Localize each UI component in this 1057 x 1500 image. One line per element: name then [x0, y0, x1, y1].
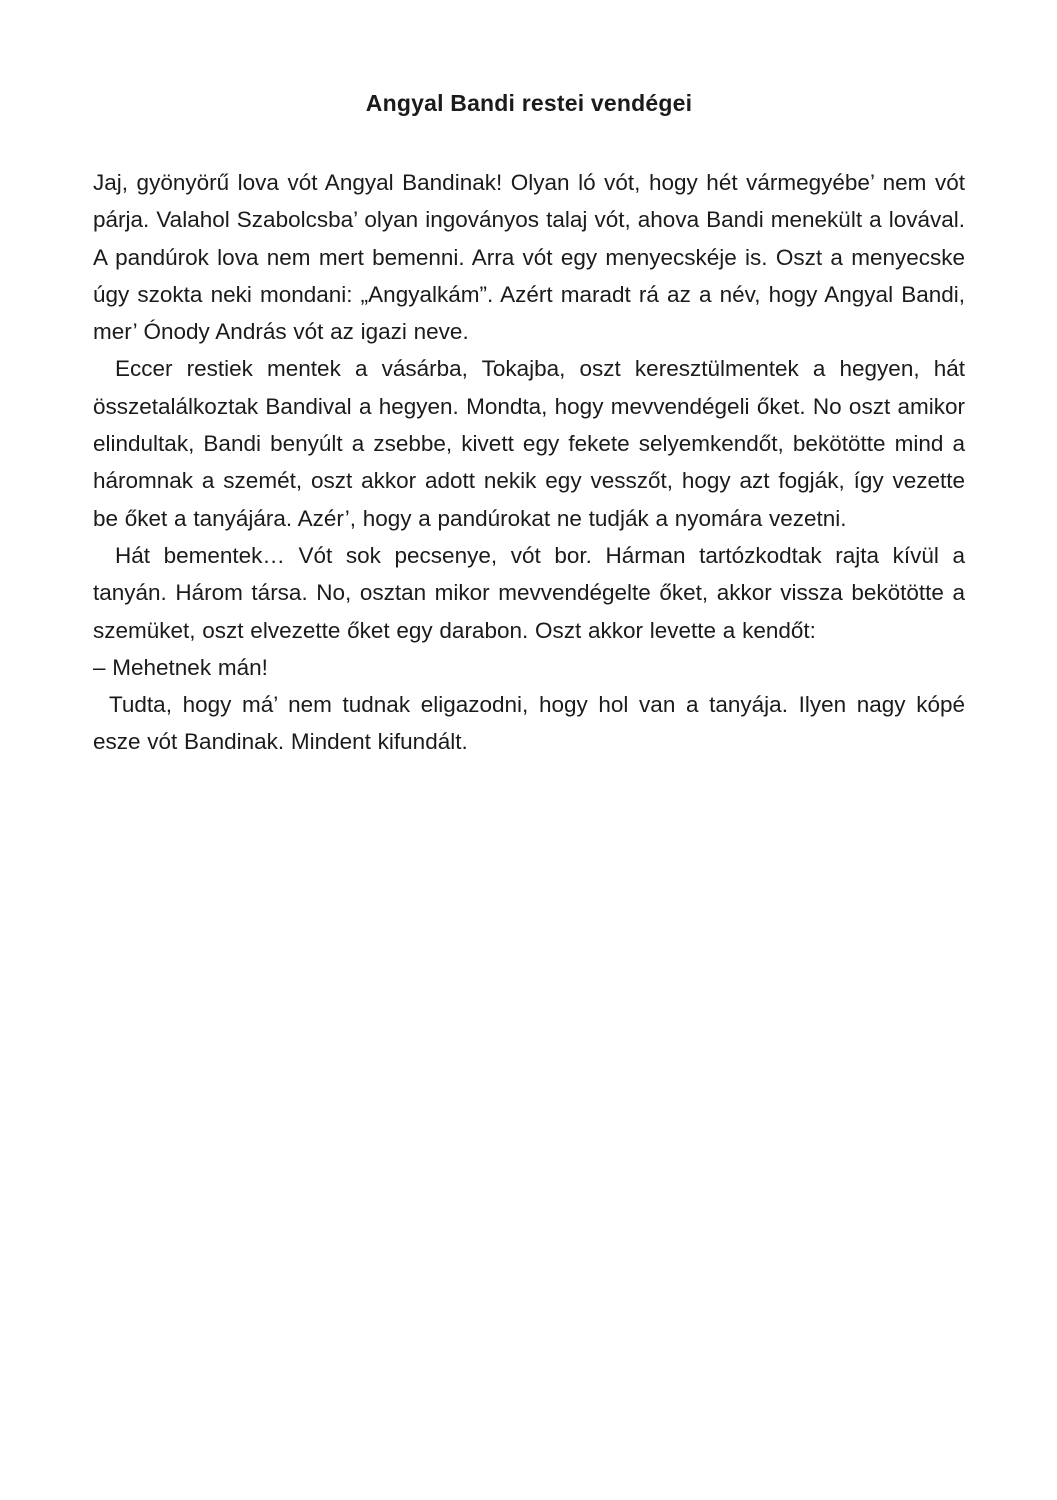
paragraph-conclusion: Tudta, hogy má’ nem tudnak eligazodni, hogy hol van a tanyája. Ilyen nagy kópé esze vót Bandinak. Mindent kifundált. [93, 692, 965, 755]
paragraph-feast: Hát bementek… Vót sok pecsenye, vót bor. Hárman tartózkodtak rajta kívül a tanyán. Három társa. No, osztan mikor mevvendégelte őket, akkor vissza bekötötte a szemüket, oszt elvezette őket egy darabon. Oszt akkor levette a kendőt: [93, 542, 965, 643]
paragraph-intro: Jaj, gyönyörű lova vót Angyal Bandinak! Olyan ló vót, hogy hét vármegyébe’ nem vót párja. Valahol Szabolcsba’ olyan ingoványos talaj vót, ahova Bandi menekült a lovával. A pandúrok lova nem mert bemenni. Arra vót egy menyecskéje is. Oszt a menyecske úgy szokta neki mondani: „Angyalkám”. Azért maradt rá az a név, hogy Angyal Bandi, mer’ Ónody András vót az igazi neve. [93, 170, 965, 345]
document-body [93, 164, 965, 761]
document-title: Angyal Bandi restei vendégei [365, 90, 693, 116]
paragraph-market-story: Eccer restiek mentek a vásárba, Tokajba, oszt keresztülmentek a hegyen, hát összetalálkoztak Bandival a hegyen. Mondta, hogy mevvendégeli őket. No oszt amikor elindultak, Bandi benyúlt a zsebbe, kivett egy fekete selyemkendőt, bekötötte mind a háromnak a szemét, oszt akkor adott nekik egy vesszőt, hogy azt fogják, így vezette be őket a tanyájára. Azér’, hogy a pandúrokat ne tudják a nyomára vezetni. [93, 356, 965, 531]
dialogue-line: – Mehetnek mán! [93, 654, 268, 680]
